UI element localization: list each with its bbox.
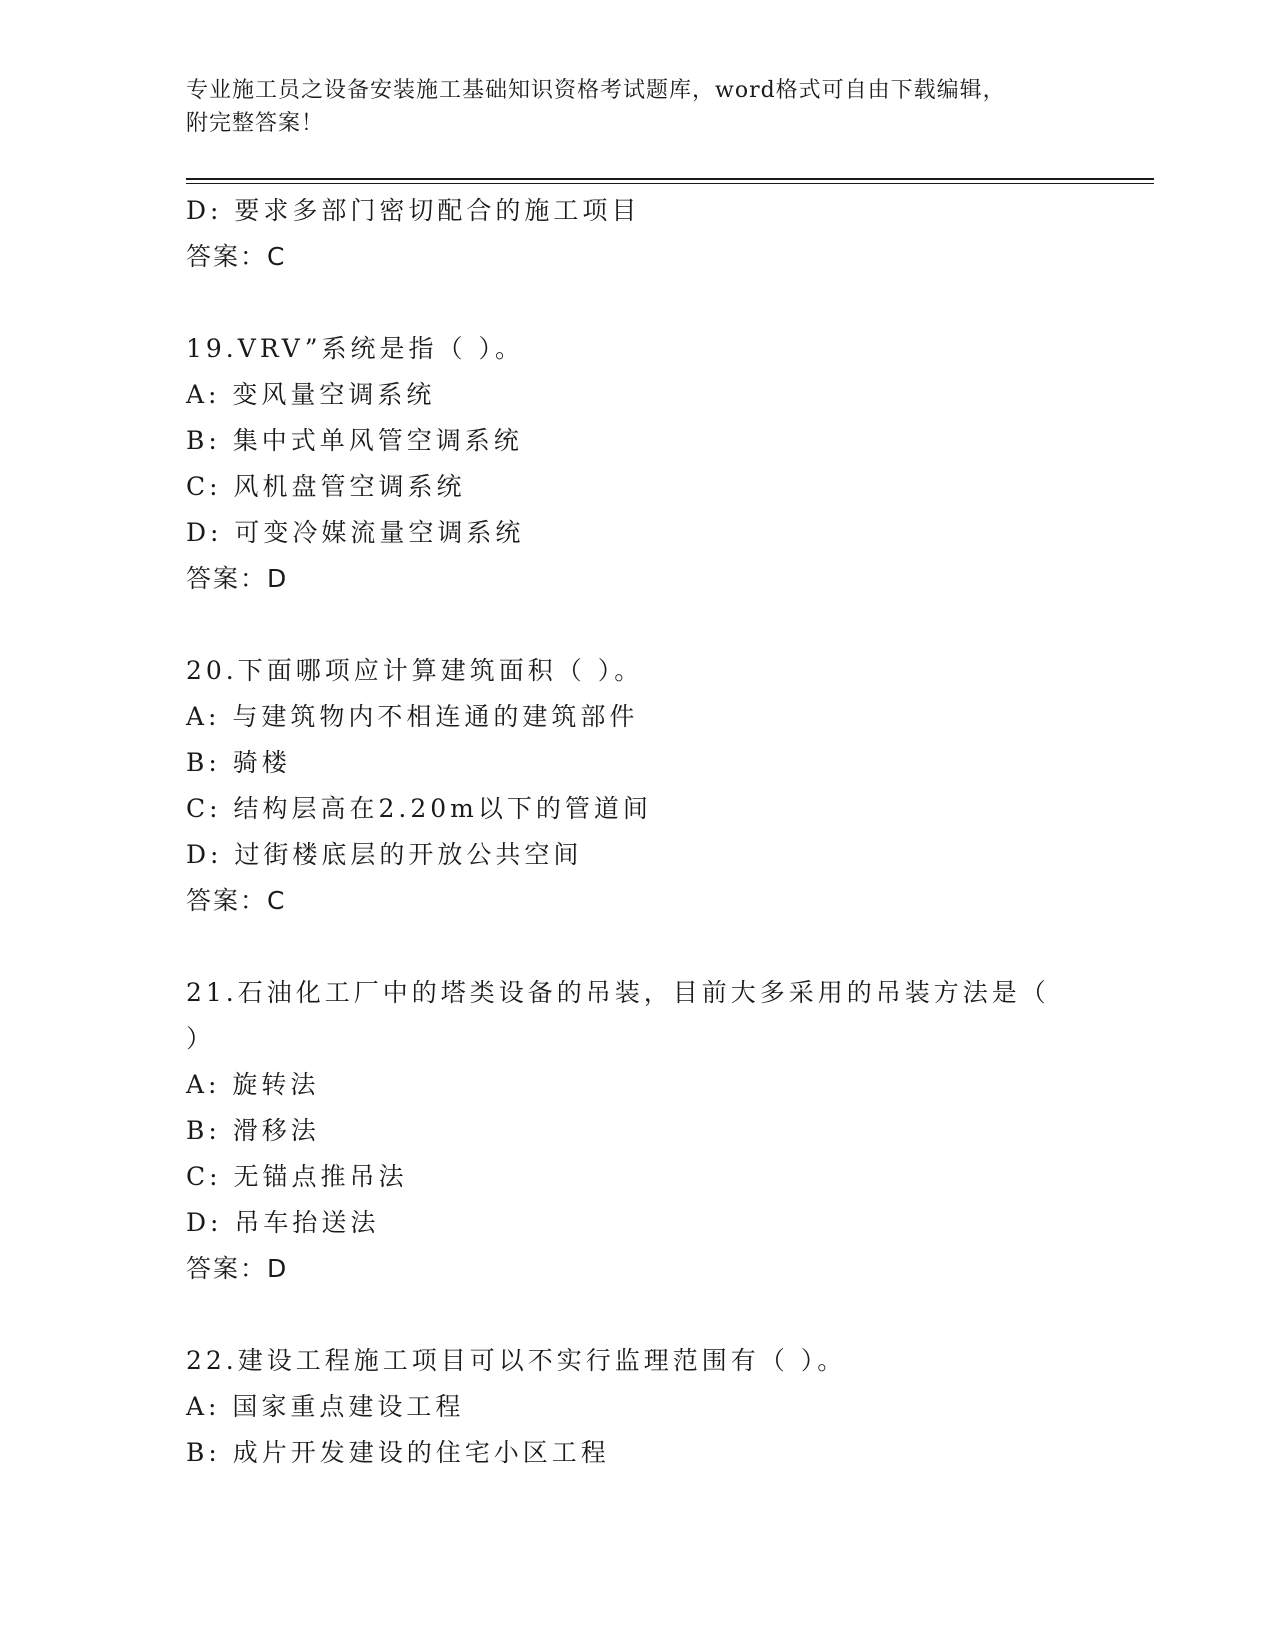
option-b: B: 集中式单风管空调系统 [186, 426, 523, 455]
question-text: 22.建设工程施工项目可以不实行监理范围有（ ）。 [186, 1346, 847, 1375]
option-b: B: 成片开发建设的住宅小区工程 [186, 1438, 610, 1467]
question-block-19 [186, 326, 1086, 602]
option-a: A: 变风量空调系统 [186, 380, 436, 409]
header-divider-thick [186, 178, 1154, 180]
option-d: D: 可变冷媒流量空调系统 [186, 518, 525, 547]
spacer [186, 280, 1086, 326]
spacer [186, 602, 1086, 648]
answer: 答案：C [186, 886, 287, 915]
option-b: B: 骑楼 [186, 748, 291, 777]
question-block-20 [186, 648, 1086, 924]
answer: 答案：D [186, 1254, 289, 1283]
question-list [186, 188, 1086, 1476]
question-block-prev [186, 188, 1086, 280]
option-d: D: 过街楼底层的开放公共空间 [186, 840, 583, 869]
option-a: A: 旋转法 [186, 1070, 320, 1099]
option-d: D: 吊车抬送法 [186, 1208, 380, 1237]
option-c: C: 无锚点推吊法 [186, 1162, 408, 1191]
question-block-22 [186, 1338, 1086, 1476]
option-c: C: 风机盘管空调系统 [186, 472, 466, 501]
answer: 答案：D [186, 564, 289, 593]
option-d: D: 要求多部门密切配合的施工项目 [186, 196, 641, 225]
question-text: 21.石油化工厂中的塔类设备的吊装，目前大多采用的吊装方法是（ [186, 978, 1050, 1007]
question-text: 19.VRV”系统是指（ ）。 [186, 334, 524, 363]
document-header [186, 74, 1066, 140]
option-c: C: 结构层高在2.20m以下的管道间 [186, 794, 652, 823]
question-text: 20.下面哪项应计算建筑面积（ ）。 [186, 656, 644, 685]
answer: 答案：C [186, 242, 287, 271]
spacer [186, 924, 1086, 970]
option-a: A: 国家重点建设工程 [186, 1392, 465, 1421]
header-line-2: 附完整答案！ [186, 111, 325, 136]
option-b: B: 滑移法 [186, 1116, 320, 1145]
spacer [186, 1292, 1086, 1338]
option-a: A: 与建筑物内不相连通的建筑部件 [186, 702, 639, 731]
header-line-1: 专业施工员之设备安装施工基础知识资格考试题库，word格式可自由下载编辑， [186, 78, 1006, 103]
question-text-continued: ） [186, 1024, 216, 1053]
question-block-21 [186, 970, 1086, 1292]
header-divider-thin [186, 183, 1154, 184]
